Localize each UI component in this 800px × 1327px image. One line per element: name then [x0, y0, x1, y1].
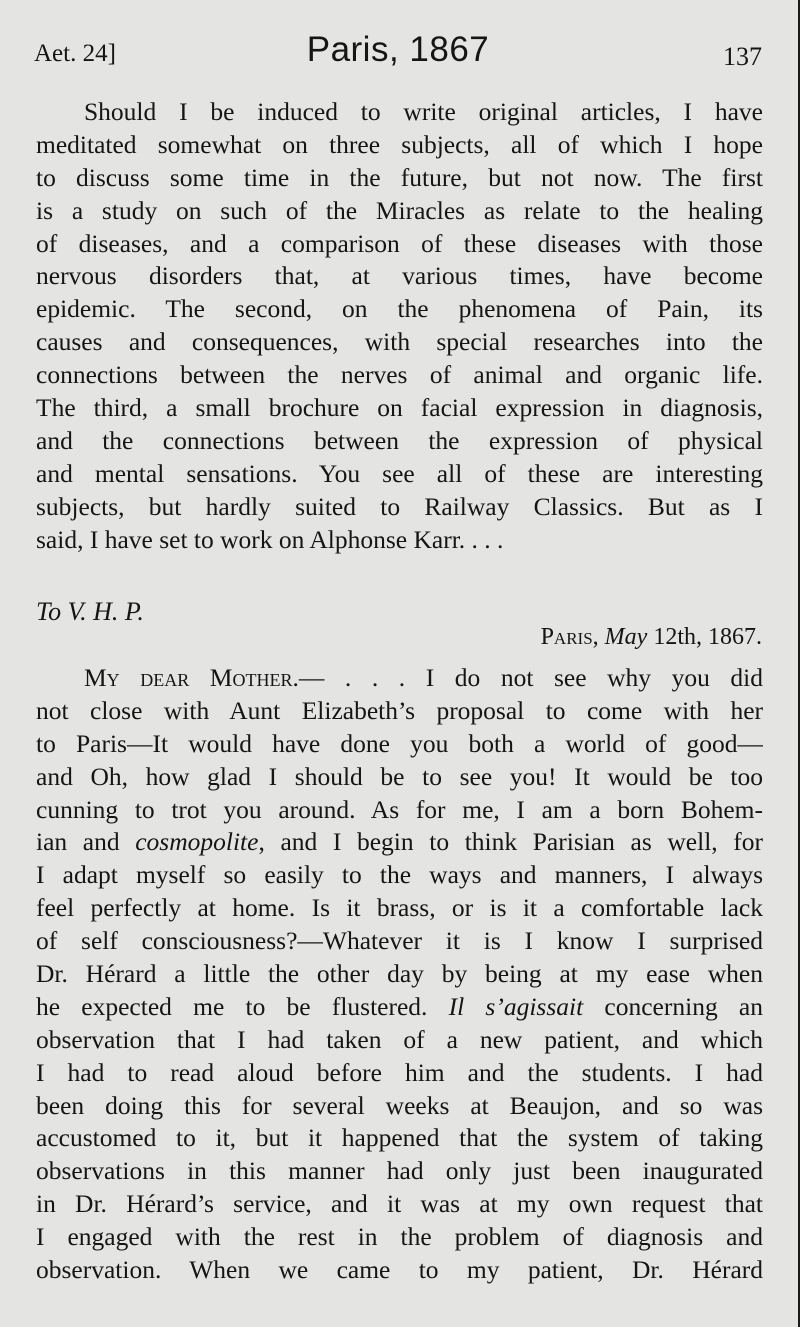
italic-phrase: Il s’agissait — [448, 991, 584, 1021]
header-title: Paris, 1867 — [306, 30, 490, 69]
dateline-month: May — [604, 624, 648, 650]
letter-body — [36, 662, 763, 1287]
running-header — [34, 26, 762, 76]
text-segment: concerning an — [583, 991, 763, 1021]
text-line: said, I have set to work on Alphonse Karr. . . . — [36, 524, 504, 554]
text-segment: , and I begin to think Parisian as well, for — [258, 827, 763, 857]
text-line: of self consciousness?—Whatever it is I know I surprised — [36, 926, 763, 956]
dateline-place: Paris, — [540, 624, 599, 650]
text-line: observations in this manner had only just been inaugurated — [36, 1156, 763, 1186]
text-line: been doing this for several weeks at Beaujon, and so was — [36, 1090, 763, 1120]
text-line: causes and consequences, with special researches into the — [36, 327, 763, 357]
text-line: subjects, but hardly suited to Railway Classics. But as I — [36, 491, 763, 521]
text-line — [36, 991, 763, 1024]
text-line — [36, 662, 763, 695]
text-line: I adapt myself so easily to the ways and manners, I always — [36, 860, 763, 890]
text-line: meditated somewhat on three subjects, all of which I hope — [36, 129, 763, 159]
letter-dateline — [541, 624, 762, 651]
text-line: I had to read aloud before him and the students. I had — [36, 1057, 763, 1087]
text-line: and mental sensations. You see all of these are interesting — [36, 458, 763, 488]
salutation-continuation: — . . . I do not see why you did — [298, 663, 763, 692]
text-line: observation. When we came to my patient, Dr. Hérard — [36, 1255, 763, 1285]
paragraph-original-articles — [36, 96, 763, 556]
text-line: I engaged with the rest in the problem of diagnosis and — [36, 1222, 763, 1252]
text-line: to discuss some time in the future, but not now. The first — [36, 162, 763, 192]
text-line: in Dr. Hérard’s service, and it was at my own request that — [36, 1189, 763, 1219]
text-line: accustomed to it, but it happened that the system of taking — [36, 1123, 763, 1153]
header-age: Aet. 24] — [34, 40, 116, 67]
text-line: Should I be induced to write original articles, I have — [84, 97, 763, 126]
text-line: cunning to trot you around. As for me, I am a born Bohem- — [36, 794, 763, 824]
letter-recipient: To V. H. P. — [36, 597, 144, 626]
text-line — [36, 826, 763, 859]
italic-word: cosmopolite — [135, 827, 259, 857]
text-line: feel perfectly at home. Is it brass, or is it a comfortable lack — [36, 893, 763, 923]
dateline-day-year: 12th, 1867. — [653, 624, 762, 650]
text-line: The third, a small brochure on facial expression in diagnosis, — [36, 393, 763, 423]
text-line: is a study on such of the Miracles as relate to the healing — [36, 195, 763, 225]
text-line: of diseases, and a comparison of these diseases with those — [36, 228, 763, 258]
text-segment: he expected me to be flustered. — [36, 991, 449, 1021]
salutation: My dear Mother. — [84, 663, 299, 692]
text-line: connections between the nerves of animal and organic life. — [36, 360, 763, 390]
text-line: Dr. Hérard a little the other day by being at my ease when — [36, 959, 763, 989]
text-line: observation that I had taken of a new patient, and which — [36, 1024, 763, 1054]
text-line: nervous disorders that, at various times, have become — [36, 261, 763, 291]
text-line: not close with Aunt Elizabeth’s proposal to come with her — [36, 695, 763, 725]
text-line: epidemic. The second, on the phenomena of Pain, its — [36, 294, 763, 324]
page-number: 137 — [723, 42, 762, 71]
text-segment: ian and — [36, 827, 136, 857]
text-line: to Paris—It would have done you both a world of good— — [36, 728, 763, 758]
text-line: and the connections between the expression of physical — [36, 425, 763, 455]
text-line: and Oh, how glad I should be to see you! It would be too — [36, 761, 763, 791]
